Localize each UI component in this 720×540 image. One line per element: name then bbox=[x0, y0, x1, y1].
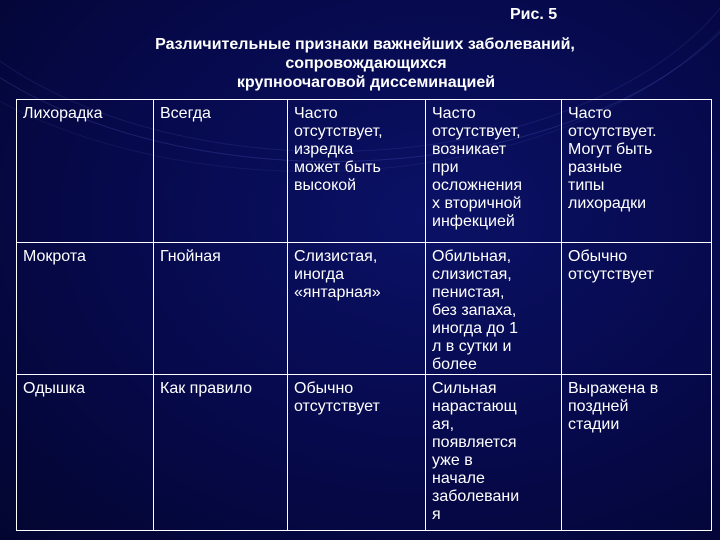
row-header-fever: Лихорадка bbox=[17, 100, 154, 243]
table-cell: Гнойная bbox=[154, 243, 288, 375]
table-cell: Часто отсутствует, возникает при осложнения х вторичной инфекцией bbox=[426, 100, 562, 243]
table-cell: Обычно отсутствует bbox=[562, 243, 712, 375]
figure-label: Рис. 5 bbox=[510, 6, 558, 23]
table-row-sputum bbox=[17, 243, 712, 375]
table-cell: Сильная нарастающ ая, появляется уже в начале заболевани я bbox=[426, 375, 562, 531]
table-cell: Обычно отсутствует bbox=[288, 375, 426, 531]
slide-title-line-1: Различительные признаки важнейших заболеваний, bbox=[155, 36, 575, 53]
table-cell: Часто отсутствует, изредка может быть высокой bbox=[288, 100, 426, 243]
table-cell: Выражена в поздней стадии bbox=[562, 375, 712, 531]
table-cell: Часто отсутствует. Могут быть разные типы лихорадки bbox=[562, 100, 712, 243]
table-cell: Слизистая, иногда «янтарная» bbox=[288, 243, 426, 375]
slide-title-line-3: крупноочаговой диссеминацией bbox=[236, 74, 496, 91]
table-row-dyspnea bbox=[17, 375, 712, 531]
table-cell: Обильная, слизистая, пенистая, без запаха, иногда до 1 л в сутки и более bbox=[426, 243, 562, 375]
row-header-sputum: Мокрота bbox=[17, 243, 154, 375]
table-row-fever bbox=[17, 100, 712, 243]
table-cell: Как правило bbox=[154, 375, 288, 531]
table-cell: Всегда bbox=[154, 100, 288, 243]
row-header-dyspnea: Одышка bbox=[17, 375, 154, 531]
differential-signs-table bbox=[16, 99, 712, 531]
slide-title-line-2: сопровождающихся bbox=[285, 55, 447, 72]
